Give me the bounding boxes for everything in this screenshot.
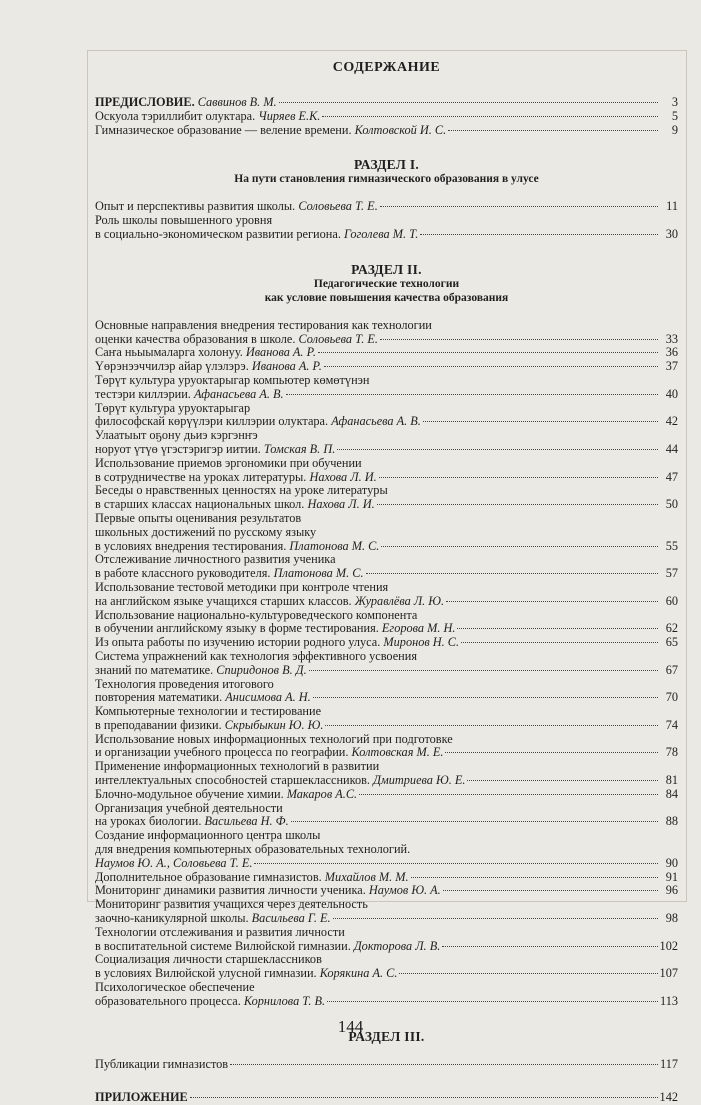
toc-entry-text [95,857,252,871]
dot-leader [445,751,658,753]
toc-entry-title: ПРЕДИСЛОВИЕ. [95,95,195,109]
toc-entry-author: Чиряев Е.К. [258,108,321,123]
toc-entry-text [95,871,409,885]
toc-entry-line: Использование национально-культуроведческого компонента [95,607,418,622]
toc-entry-row [95,360,678,374]
toc-entry-text [95,622,455,636]
toc-entry-text [95,788,357,802]
toc-entry-author: Миронов Н. С. [383,635,460,650]
toc-entry-line: Төрүт культура уруоктарыгар [95,400,251,415]
toc-entry-line: Применение информационных технологий в развитии [95,759,380,774]
section-subtitle: Педагогические технологии [313,277,460,290]
toc-entry-author: Наумов Ю. А., Соловьева Т. Е. [95,855,253,870]
section-spacer [95,305,678,319]
toc-entry-row [95,415,678,429]
toc-entry-line: Роль школы повышенного уровня [95,213,273,228]
dot-leader [380,205,658,207]
toc-entry-row [95,940,678,954]
toc-entry [95,981,678,1009]
toc-entry-title: на английском языке учащихся старших классов. [95,593,352,608]
toc-entry [95,898,678,926]
dot-leader [254,862,658,864]
section-heading: РАЗДЕЛ II. [351,261,422,277]
dot-leader [291,820,658,822]
toc-entry-author: Скрыбыкин Ю. Ю. [224,717,324,732]
toc-entry-text [95,884,441,898]
dot-leader [380,338,658,340]
toc-entry-page: 81 [665,773,678,788]
toc-entry-title: интеллектуальных способностей старшеклассников. [95,773,370,788]
toc-entry [95,609,678,637]
toc-entry-author: Иванова А. Р. [245,345,316,360]
toc-entry-author: Корякина А. С. [319,966,398,981]
toc-entry-author: Нахова Л. И. [307,497,375,512]
table-of-contents [95,58,678,1105]
toc-entry-line: Технологии отслеживания и развития личности [95,924,345,939]
appendix-entry [95,1091,678,1105]
toc-entry-title: в старших классах национальных школ. [95,497,305,512]
toc-entry-text [95,443,335,457]
toc-entry-line: Основные направления внедрения тестирования как технологии [95,317,432,332]
dot-leader [377,503,658,505]
toc-entry-page: 62 [665,621,678,636]
toc-entry-text [95,200,378,214]
toc-entry-page: 55 [665,538,678,553]
toc-entry [95,871,678,885]
front-matter [95,96,678,137]
toc-entry [95,402,678,430]
toc-entry-author: Анисимова А. Н. [225,690,311,705]
toc-entry [95,802,678,830]
toc-entry-author: Нахова Л. И. [309,469,377,484]
toc-entry-text [95,124,446,138]
toc-entry-text [95,815,289,829]
toc-entry-author: Васильева Г. Е. [251,911,331,926]
toc-entry-page: 102 [659,938,678,953]
toc-entry-row [95,110,678,124]
toc-entry-text [95,912,331,926]
toc-entry-title: философскай көрүүлэри киллэрии олуктара. [95,414,329,429]
toc-entry-text [95,995,325,1009]
toc-entry-author: Иванова А. Р. [251,359,322,374]
toc-entry-text [95,1058,228,1072]
toc-entry-page: 74 [665,717,678,732]
toc-entry-title: в работе классного руководителя. [95,566,271,581]
toc-entry-row [95,567,678,581]
dot-leader [467,779,658,781]
toc-entry-line: Создание информационного центра школы [95,828,321,843]
toc-entry [95,788,678,802]
toc-entry-page: 50 [665,497,678,512]
toc-entry-row [95,995,678,1009]
toc-entry-text [95,498,375,512]
toc-entry-title: норуот үтүө үгэстэригэр иитии. [95,441,261,456]
toc-title: СОДЕРЖАНИЕ [332,60,441,75]
toc-entry-page: 42 [665,414,678,429]
dot-leader [446,600,658,602]
toc-entry-title: в обучении английскому языку в форме тестирования. [95,621,379,636]
dot-leader [333,917,658,919]
toc-entry-page: 91 [665,869,678,884]
toc-entry-title: знаний по математике. [95,662,214,677]
toc-entry-title: и организации учебного процесса по географии. [95,745,349,760]
page-number: 144 [337,1017,364,1036]
toc-entry-page: 33 [665,331,678,346]
toc-entry [95,457,678,485]
toc-entry-row [95,636,678,650]
toc-entry-text [95,110,320,124]
toc-entry-text [95,346,316,360]
toc-entry-page: 9 [671,122,678,137]
toc-entry-author: Егорова М. Н. [381,621,456,636]
toc-entry [95,360,678,374]
dot-leader [313,696,658,698]
dot-leader [337,448,658,450]
section-heading: РАЗДЕЛ I. [353,157,420,173]
toc-entry-line: Использование новых информационных технологий при подготовке [95,731,453,746]
toc-entry-row [95,815,678,829]
toc-entry-author: Афанасьева А. В. [193,386,284,401]
toc-section [95,157,678,241]
toc-entry-author: Михайлов М. М. [324,869,409,884]
toc-entry [95,953,678,981]
dot-leader [230,1063,658,1065]
section-spacer [95,186,678,200]
toc-entry [95,705,678,733]
dot-leader [324,365,658,367]
toc-entry-row [95,333,678,347]
toc-entry-row [95,124,678,138]
toc-entry-page: 84 [665,786,678,801]
toc-entry-page: 60 [665,593,678,608]
toc-entry-page: 40 [665,386,678,401]
toc-entry-text [95,333,378,347]
toc-entry-author: Саввинов В. М. [197,95,277,109]
toc-entry [95,484,678,512]
toc-entry-text [95,96,277,110]
toc-entry-row [95,857,678,871]
toc-entry-line: Технология проведения итогового [95,676,274,691]
appendix-title: ПРИЛОЖЕНИЕ [95,1090,188,1105]
dot-leader [325,724,658,726]
toc-entry-line: Мониторинг развития учащихся через деятельность [95,897,368,912]
toc-entry [95,553,678,581]
dot-leader [423,420,658,422]
toc-entry-line: для внедрения компьютерных образовательных технологий. [95,842,411,857]
toc-sections [95,157,678,1071]
toc-entry-title: Гимназическое образование — веление времени. [95,122,352,137]
dot-leader [381,545,658,547]
dot-leader [327,1000,658,1002]
toc-entry-text [95,567,364,581]
toc-entry-row [95,200,678,214]
toc-entry [95,374,678,402]
toc-entry-title: в сотрудничестве на уроках литературы. [95,469,307,484]
toc-entry-text [95,360,322,374]
toc-entry-row [95,443,678,457]
dot-leader [411,876,658,878]
toc-entry-line: Использование приемов эргономики при обучении [95,455,362,470]
toc-entry-line: Организация учебной деятельности [95,800,283,815]
toc-entry-title: повторения математики. [95,690,223,705]
toc-entry-author: Томская В. П. [263,441,336,456]
toc-entry-author: Платонова М. С. [289,538,380,553]
toc-entry-text [95,388,284,402]
toc-entry-title: Саҥа ньыымаларга холонуу. [95,345,243,360]
toc-entry-text [95,228,418,242]
toc-entry-text [95,540,379,554]
toc-entry-row [95,540,678,554]
toc-entry-title: в социально-экономическом развитии региона. [95,226,341,241]
toc-entry-title: в условиях внедрения тестирования. [95,538,287,553]
dot-leader [318,351,658,353]
toc-section [95,262,678,1009]
toc-entry-line: Улаатыыт оҕону дьиэ кэргэнҥэ [95,428,258,443]
toc-entry-author: Спиридонов В. Д. [216,662,307,677]
toc-entry-title: Үөрэнээччилэр айар үлэлэрэ. [95,359,249,374]
toc-entry-page: 47 [665,469,678,484]
toc-entry [95,678,678,706]
toc-entry-text [95,719,323,733]
toc-entry-row [95,884,678,898]
toc-entry-title: в условиях Вилюйской улусной гимназии. [95,966,317,981]
toc-entry-title: Из опыта работы по изучению истории родного улуса. [95,635,381,650]
dot-leader [379,476,658,478]
toc-entry-page: 11 [666,199,678,214]
toc-entry-page: 65 [665,635,678,650]
toc-entry-author: Соловьева Т. Е. [298,331,378,346]
dot-leader [322,115,658,117]
toc-entry-page: 36 [665,345,678,360]
section-heading: РАЗДЕЛ III. [348,1028,425,1044]
toc-entry-row [95,498,678,512]
toc-entry-line: школьных достижений по русскому языку [95,524,317,539]
toc-entry-row [95,691,678,705]
toc-entry-page: 78 [665,745,678,760]
toc-entry-page: 30 [665,226,678,241]
toc-entry-row [95,788,678,802]
dot-leader [359,793,658,795]
toc-entry-title: Публикации гимназистов [95,1056,229,1071]
toc-entry-author: Наумов Ю. А. [368,883,441,898]
toc-entry [95,650,678,678]
appendix-page: 142 [659,1090,678,1105]
toc-entry-text [95,636,459,650]
toc-entry-author: Докторова Л. В. [353,938,441,953]
toc-entry [95,124,678,138]
toc-entry-author: Афанасьева А. В. [331,414,421,429]
toc-entry-title: в воспитательной системе Вилюйской гимназии. [95,938,351,953]
toc-entry-title: Оскуола тэриллибит олуктара. [95,108,256,123]
toc-entry [95,926,678,954]
toc-entry-text [95,691,311,705]
toc-entry-text [95,746,443,760]
toc-entry-page: 96 [665,883,678,898]
toc-entry-author: Корнилова Т. В. [243,993,326,1008]
toc-entry-page: 70 [665,690,678,705]
toc-entry [95,884,678,898]
toc-entry [95,96,678,110]
toc-entry-title: Блочно-модульное обучение химии. [95,786,284,801]
toc-entry-text [95,774,465,788]
toc-entry-row [95,228,678,242]
toc-entry [95,636,678,650]
toc-entry-author: Журавлёва Л. Ю. [354,593,445,608]
toc-entry-author: Колтовской И. С. [354,122,447,137]
toc-entry-row [95,967,678,981]
toc-entry [95,214,678,242]
toc-entry-line: Төрүт культура уруоктарыгар компьютер көмөтүнэн [95,372,370,387]
dot-leader [448,129,658,131]
toc-entry-page: 44 [665,441,678,456]
toc-entry-text [95,940,440,954]
dot-leader [286,393,658,395]
toc-entry-row [95,1058,678,1072]
toc-entry-page: 67 [665,662,678,677]
dot-leader [190,1096,658,1098]
section-subtitle: На пути становления гимназического образования в улусе [234,173,539,186]
toc-entry-title: Опыт и перспективы развития школы. [95,199,296,214]
toc-entry-row [95,595,678,609]
toc-entry-row [95,719,678,733]
toc-entry-author: Дмитриева Ю. Е. [373,773,466,788]
toc-entry-page: 37 [665,359,678,374]
toc-entry-page: 3 [671,95,678,109]
toc-entry-line: Система упражнений как технология эффективного усвоения [95,648,418,663]
dot-leader [420,233,658,235]
toc-entry-row [95,871,678,885]
toc-entry-title: образовательного процесса. [95,993,241,1008]
toc-entry-line: Первые опыты оценивания результатов [95,510,302,525]
toc-entry-line: Социализация личности старшеклассников [95,952,322,967]
toc-entry-line: Беседы о нравственных ценностях на уроке литературы [95,483,388,498]
toc-entry-page: 90 [665,855,678,870]
dot-leader [399,972,657,974]
toc-entry [95,829,678,870]
toc-entry-row [95,664,678,678]
toc-entry [95,110,678,124]
section-spacer [95,1044,678,1058]
dot-leader [443,889,658,891]
toc-entry-author: Макаров А.С. [286,786,358,801]
appendix-row [95,1091,678,1105]
toc-entry-row [95,471,678,485]
section-subtitle: как условие повышения качества образования [264,291,509,304]
toc-entry-row [95,912,678,926]
toc-entry-title: Мониторинг динамики развития личности ученика. [95,883,366,898]
toc-entry-author: Колтовская М. Е. [351,745,444,760]
toc-entry-page: 107 [659,966,678,981]
toc-entry [95,733,678,761]
toc-entry-author: Платонова М. С. [273,566,364,581]
toc-entry-row [95,774,678,788]
toc-entry-line: Использование тестовой методики при контроле чтения [95,579,389,594]
toc-entry [95,346,678,360]
toc-entry [95,200,678,214]
toc-entry-page: 88 [665,814,678,829]
toc-entry [95,319,678,347]
toc-entry-text [95,664,307,678]
toc-entry-page: 57 [665,566,678,581]
toc-entry-row [95,746,678,760]
toc-entry-page: 113 [660,993,678,1008]
toc-entry-title: тестэри киллэрии. [95,386,191,401]
toc-entry-row [95,388,678,402]
dot-leader [457,627,658,629]
toc-entry [95,429,678,457]
toc-entry [95,581,678,609]
toc-entry-title: Дополнительное образование гимназистов. [95,869,322,884]
toc-entry-author: Гоголева М. Т. [343,226,419,241]
toc-entry-page: 98 [665,911,678,926]
toc-entry-title: оценки качества образования в школе. [95,331,296,346]
toc-entry [95,760,678,788]
toc-entry-row [95,622,678,636]
dot-leader [366,572,658,574]
toc-entry [95,512,678,553]
toc-entry-text [95,967,397,981]
toc-entry-author: Васильева Н. Ф. [204,814,289,829]
toc-entry-line: Отслеживание личностного развития ученика [95,552,336,567]
toc-entry-row [95,346,678,360]
toc-entry-page: 117 [660,1056,678,1071]
dot-leader [442,945,657,947]
toc-entry-text [95,595,444,609]
toc-entry-line: Психологическое обеспечение [95,980,255,995]
dot-leader [309,669,658,671]
toc-entry-author: Соловьева Т. Е. [298,199,378,214]
toc-entry-title: в преподавании физики. [95,717,222,732]
toc-entry-line: Компьютерные технологии и тестирование [95,704,322,719]
dot-leader [461,641,658,643]
dot-leader [279,101,658,103]
toc-entry-title: заочно-каникулярной школы. [95,911,249,926]
toc-entry-page: 5 [671,108,678,123]
toc-entry-text [95,471,377,485]
toc-entry-text [95,415,421,429]
toc-entry [95,1058,678,1072]
toc-entry-row [95,96,678,110]
toc-entry-title: на уроках биологии. [95,814,202,829]
